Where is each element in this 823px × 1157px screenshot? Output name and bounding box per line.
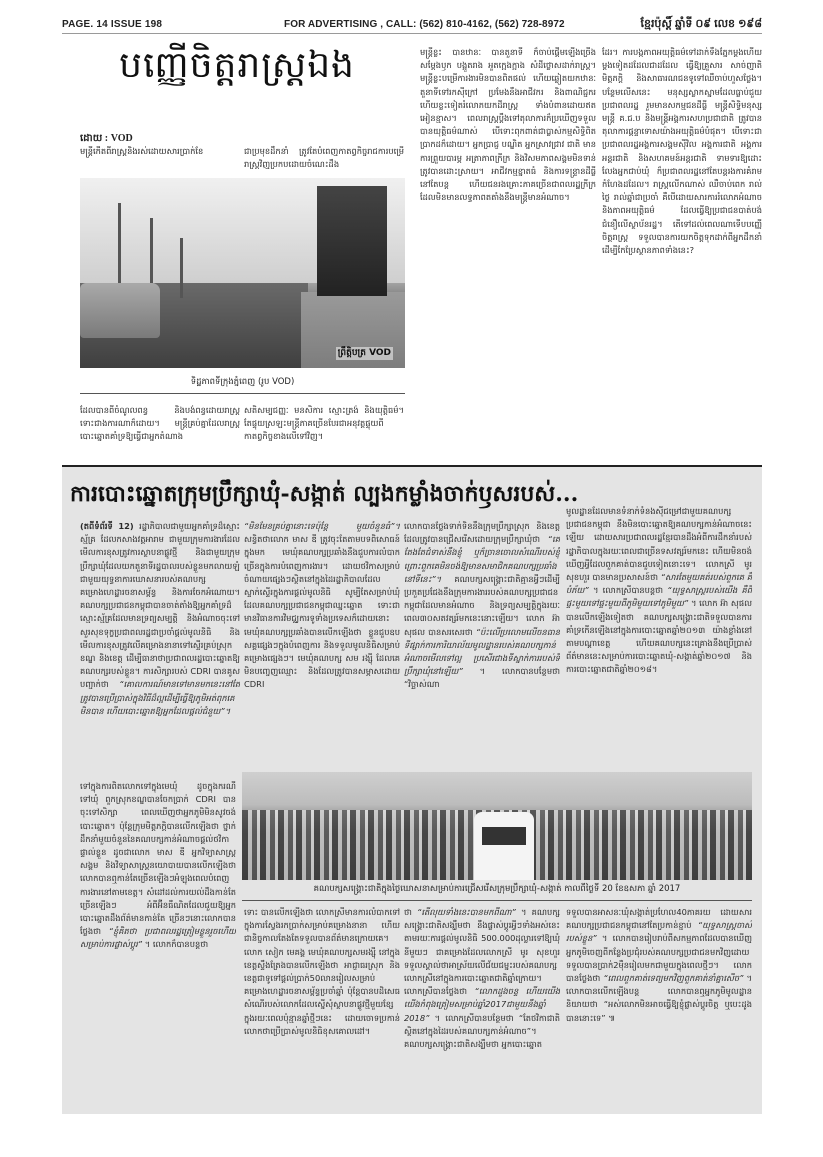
vod-watermark: ព្រឹត្តិបត្រ VOD <box>337 348 391 358</box>
quote: “ពេលពួកគាត់ទេព្យមកវិញពួកគាត់នាំគ្នាសើច” <box>603 973 744 984</box>
palm-tree <box>180 238 183 298</box>
campaign-vehicle <box>474 812 534 880</box>
editorial-col1-bottom: ដែលបានពីចំណូលពន្ធ និងបង់ពន្ធដោយរាស្ត្រទោះជាងការណាក៏ដោយ។ មន្ត្រីគ្រប់គ្នាដែលរាស្ត្របោះឆ្នោតគាំទ្រឱ្យធ្វើជាអ្នកតំណាង <box>80 405 240 442</box>
quote: “ប៉ះលើប្រលោមលើចនធាន ទីផ្សាក់ការការិយាល័យមូលដ្ឋានរបស់គណបក្សកាន់អំណាចមើលទៅល្អ ប្រសើរជាងទីស្នាក់ការរបស់ទីប្រឹក្សាឃុំនៅឡើយ” <box>404 626 560 677</box>
election-bottom-col2: ទោះ បានលើកឡើងថា លោកស្រីមានការលំបាកទៅក្នុងការស្វែងរកប្រាក់សម្រាប់គម្រោងនានា ហើយជានិច្ចកាលតែងតែទទួលបានព័ត៌មានក្រោយគេ។ លោក សៀក មេគង្គ មេឃុំគណបក្សសមរង្ស៊ី នៅក្នុងខេត្តស្ទឹងត្រែងបានលើកឡើងថា អាជ្ញាធរស្រុក និងខេត្តជាទូទៅផ្តល់ប្រាក់50លានរៀលសម្រាប់គម្រោងហេដ្ឋារចនាសម្ព័ន្ធប្រចាំឆ្នាំ ប៉ុន្តែបានបដិសេធសំណើរបស់លោកដែលស្នើសុំស្ថាបនាផ្លូវថ្មីមួយខ្សែក្នុងរយៈពេលប៉ុន្មានឆ្នាំថ្មីៗនេះ ដោយចោទប្រកាន់លោកថាប្រើប្រាស់មូលនិធិខុសគោលដៅ។ <box>244 907 400 1036</box>
election-col2: “មិនមែនគ្រប់គ្នានោះទេប៉ុន្តែ មួយចំនួនធំ”។ សន្ធិតថាលោក មាស ឌី ត្រូវចុះតែតាមបទពិសោធន៍ក្នុងមក មេឃុំគណបក្សប្រឆាំងនឹងជួបការលំបាកច្រើនក្នុងការបំពេញការងារ។ ដោយថវិកាសម្រាប់ចំណាយផ្សេងៗស្ថិតនៅក្នុងដៃរដ្ឋាភិបាលដែលស្ទាក់ស្ទើរក្នុងការផ្តល់មូលនិធិ សូម្បីតែសម្រាប់ឃុំដែលគណបក្សប្រជាជនកម្ពុជាឈ្នះឆ្នោត ទោះជាមានវិធានការវិមជ្ឈការទូទាំងប្រទេសក៏ដោយនោះ មេឃុំគណបក្សប្រឆាំងបានលើកឡើងថា ខ្លួនជួបឧបសគ្គផ្សេងៗក្នុងបំពេញការ និងទទួលមូលនិធិសម្រាប់គម្រោងផ្សេងៗ។ មេឃុំគណបក្ស សម រង្ស៊ី ដែលគេមិនបញ្ចេញឈ្មោះ និងដែលត្រូវបានសម្ភាសដោយ CDRI <box>244 521 400 690</box>
byline-author: VOD <box>110 133 133 144</box>
vehicle-windshield <box>482 827 526 845</box>
election-article-title: ការបោះឆ្នោតក្រុមប្រឹក្សាឃុំ-សង្កាត់ ល្បងកម្លាំងចាក់ឫសរបស់... <box>70 481 579 507</box>
editorial-col2-bottom: សតិសម្បជញ្ញៈ មនសិការ ស្មោះត្រង់ និងយុត្តិធម៌។ តែផ្ទុយស្រឡះមន្ត្រីភាគច្រើនបែរជាអនុវត្តផ្ទុយពីកាតព្វកិច្ចខាងលើទៅវិញ។ <box>244 405 404 442</box>
election-col1-lower: ទៅក្នុងការពិតលោកទៅក្នុងមេឃុំ ដូចក្នុងករណីទៅឃុំ ពួកស្រុកខណ្ឌបានចែកប្រាក់ CDRI បានចុះទៅសិក្សា ពេលឃើញថាអ្នកភូមិមិនសូវចង់បោះឆ្នោត។ ប៉ុន្តែក្រុមមិត្តភក្តិបានលើកឡើងថា ថ្នាក់ដឹកនាំមួយចំនួននៃគណបក្សកាន់អំណាចផ្តល់ថវិកាផ្ទាល់ខ្លួន ដូចជាលោក មាស ឌី អ្នកវិទ្យាសាស្ត្រសង្គម និងវិទ្យាសាស្ត្រនយោបាយបានលើកឡើងថា លោកបានឮកាន់តែច្រើនឡើងៗអំឡុងពេលបំពេញការងារនៅតាមខេត្ត។ សំដៅដល់ការយល់ដឹងកាន់តែច្រើនឡើងៗ អំពីអ៊ីនធឺណិតដែលជួយឱ្យអ្នកបោះឆ្នោតដឹងព័ត៌មានកាន់តែ ច្រើនៗនោះលោកបានថ្លែងថា “ខ្ញុំគិតថា ប្រជាពលរដ្ឋត្រៀមខ្លួនរួចហើយសម្រាប់ការផ្លាស់ប្តូរ” ។ លោកក៏បានបន្តថា <box>80 781 236 950</box>
election-bottom-col3: ថា “តើលុយទាំងនេះបានមកពីណា” ។ គណបក្សសង្គ្រោះជាតិសង្ឃឹមថា នឹងផ្លាស់ប្តូរអ្វីៗទាំងអស់នេះតាមរយៈការផ្តល់មូលនិធិ 500.000ដុល្លារទៅឱ្យឃុំនីមួយៗ ជាគម្រោងដែលលោកស្រី មូរ សុខហួរ ទទួលស្គាល់ថាអាស្រ័យលើជ័យជម្នះរបស់គណបក្សលោកស្រីនៅក្នុងការបោះឆ្នោតជាតិឆ្នាំក្រោយ។ លោកស្រីបានថ្លែងថា “លោកដួងចន្ទ ហើយយើងយើងកំពុងត្រៀមសម្រាប់ឆ្នាំ2017ជាមួយនឹងឆ្នាំ 2018” ។ លោកស្រីបានបន្ថែមថា “តែថវិកាជាតិស្ថិតនៅក្នុងដៃរបស់គណបក្សកាន់អំណាច”។ គណបក្សសង្គ្រោះជាតិសង្ឃឹមថា អ្នកបោះឆ្នោត <box>404 907 560 1050</box>
election-col4: មូលដ្ឋានដែលមានទំនាក់ទំនងស៊ីជម្រៅជាមួយគណបក្សប្រជាជនកម្ពុជា នឹងមិនបោះឆ្នោតឱ្យគណបក្សកាន់អំណាចនេះឡើយ ដោយសារប្រជាពលរដ្ឋខ្មែរបានដឹងអំពីការដឹកនាំរបស់រដ្ឋាភិបាលក្នុងរយៈពេលជាច្រើនទសវត្សរ៍មកនេះ ហើយមិនចង់ឃើញអ្វីដែលពួកគាត់បានជួបទៀតនោះទេ។ លោកស្រី មូរ សុខហួរ បានមានប្រសាសន៍ថា “សារតែមួយគត់របស់ពួកគេ គឺបំភ័យ” ។ លោកស្រីបានបន្តថា “យុទ្ធសាស្ត្ររបស់យើង គឺពីផ្ទះមួយទៅផ្ទះមួយពីភូមិមួយទៅភូមិមួយ” ។ លោក អ៊ា សុផល បានលើកឡើងទៀតថា គណបក្សសង្គ្រោះជាតិទទួលបានការគាំទ្រកើនឡើងនៅក្នុងការបោះឆ្នោតឆ្នាំ២០១៣ យ៉ាងខ្លាំងនៅតាមបណ្តាខេត្ត ហើយគណបក្សនេះគ្រោងនឹងប្រើប្រាស់ព័ត៌មាននេះសម្រាប់ការបោះឆ្នោតឃុំ-សង្កាត់ឆ្នាំ២០១៧ និងការបោះឆ្នោតជាតិឆ្នាំ២០១៨។ <box>566 506 752 675</box>
election-bottom-col4: ទទួលបានអាសនៈឃុំសង្កាត់ប្រហែល40ភាគរយ ដោយសារគណបក្សប្រជាជនកម្ពុជានៅតែប្រកាន់ខ្ជាប់ “យុទ្ធសាស្ត្រចាស់របស់ខ្លួន” ។ លោកបានរៀបរាប់ពីសកម្មភាពដែលបានឃើញអ្នកភូមិចេញពីកន្លែងប្រជុំរបស់គណបក្សប្រជាជនមកវិញដោយទទួលបានប្រាក់2ម៉ឺនរៀលមកជាមួយក្នុងពេលថ្មីៗ។ លោកបានថ្លែងថា “ពេលពួកគាត់ទេព្យមកវិញពួកគាត់នាំគ្នាសើច” ។ លោកបានលើកឡើងបន្ត លោកបានឮអ្នកភូមិមូលដ្ឋាននិយាយថា “អស់លោកមិនអាចធ្វើឱ្យខ្ញុំផ្លាស់ប្តូរចិត្ត ឬបេះដូងបាននោះទេ” ៕ <box>566 907 752 1023</box>
quote: “ខ្ញុំគិតថា ប្រជាពលរដ្ឋត្រៀមខ្លួនរួចហើយសម្រាប់ការផ្លាស់ប្តូរ” <box>80 926 236 950</box>
quote: “តើលុយទាំងនេះបានមកពីណា” <box>417 907 516 917</box>
quote: “មិនមែនគ្រប់គ្នានោះទេប៉ុន្តែ មួយចំនួនធំ”។ <box>244 521 400 531</box>
quote: “លោកដួងចន្ទ ហើយយើងយើងកំពុងត្រៀមសម្រាប់ឆ្នាំ2017ជាមួយនឹងឆ្នាំ 2018” <box>404 986 560 1023</box>
pickup-truck <box>80 283 160 338</box>
page-header <box>62 17 762 34</box>
byline <box>80 132 240 158</box>
editorial-lead-col1: មន្ត្រីកើតពីរាស្ត្រនិងរស់ដោយសារប្រាក់ខែ <box>80 146 204 156</box>
rally-photo-caption: គណបក្សសង្គ្រោះជាតិក្នុងថ្ងៃឃោសនាសម្រាប់ការជ្រើសរើសក្រុមប្រឹក្សាឃុំ-សង្កាត់ កាលពីថ្ងៃទី 20 ខែឧសភា ឆ្នាំ 2017 <box>242 884 752 901</box>
election-col1: (តពីទំព័រទី 12) រដ្ឋាភិបាលជាមួយអ្នកគាំទ្រដ៏ស្មោះស្ម័គ្រ ដែលកសាងវត្តអារាម ជាមួយក្រុមការងារដែល មើលការខុសត្រូវការស្ថាបនាផ្លូវថ្មី និងជាមួយក្រុមប្រឹក្សាឃុំដែលយកតួនាទីរដ្ឋបាលរបស់ខ្លួនមកលាយឡំជាមួយយុទ្ធនាការឃោសនារបស់គណបក្ស គម្រោងហេដ្ឋារចនាសម្ព័ន្ធ និងការចែកអំណោយ។ គណបក្សប្រជាជនកម្ពុជាបានចាត់តាំងឱ្យអ្នកគាំទ្រដ៏ស្មោះស្ម័គ្រដែលមានទ្រព្យសម្បត្តិ និងអំណាចចុះទៅសួរសុខទុក្ខប្រជាពលរដ្ឋជាប្រចាំផ្តល់មូលនិធិ និងមើលការខុសត្រូវលើគម្រោងនានាទៅស្ទើរគ្រប់ស្រុក ខណ្ឌ និងខេត្ត ដើម្បីធានាថាប្រជាពលរដ្ឋបោះឆ្នោតឱ្យគណបក្សរបស់ខ្លួន។ ការសិក្សារបស់ CDRI បានគូសបញ្ជាក់ថា “គោលការណ៍មានទៅមានមកនេះនៅតែត្រូវបានប្រើប្រាស់ក្នុងវិធីដ៏ល្អដើម្បីធ្វើឱ្យភូមិអត់ពុកគេមិនបាន ហើយបោះឆ្នោតឱ្យអ្នកដែលផ្តល់ជំនួយ”។ <box>80 521 240 716</box>
quote: “សារតែមួយគត់របស់ពួកគេ គឺបំភ័យ” <box>566 572 752 596</box>
election-col3: លោកបានថ្លែងទាក់ទិននឹងក្រុមប្រឹក្សាស្រុក និងខេត្តដែលត្រូវបានជ្រើសរើសដោយក្រុមប្រឹក្សាឃុំថា “គេតែងតែជំទាស់នឹងខ្ញុំ ឬក៏ច្រានចោលសំណើរបស់ខ្ញុំ ព្រោះពួកគេមិនចង់ឱ្យមានសមាជិកគណបក្សប្រឆាំងនៅទីនេះ”។ គណបក្សសង្គ្រោះជាតិគ្មានអ្វីៗដើម្បីប្រកួតប្រជែងនឹងក្រុមការងាររបស់គណបក្សប្រជាជនកម្ពុជាដែលមានអំណាច និងទ្រព្យសម្បត្តិក្នុងរយៈពេល៣០សតវត្សរ៍មកនេះនោះឡើយ។ លោក អ៊ា សុផល បានសរសេរថា “ប៉ះលើប្រលោមលើចនធាន ទីផ្សាក់ការការិយាល័យមូលដ្ឋានរបស់គណបក្សកាន់អំណាចមើលទៅល្អ ប្រសើរជាងទីស្នាក់ការរបស់ទីប្រឹក្សាឃុំនៅឡើយ” ។ លោកបានបន្ថែមថា “វិច្ឆាស់ណា <box>404 521 560 690</box>
palm-tree <box>150 218 153 293</box>
palm-tree <box>118 203 121 293</box>
quote: “គេតែងតែជំទាស់នឹងខ្ញុំ ឬក៏ច្រានចោលសំណើរបស់ខ្ញុំ ព្រោះពួកគេមិនចង់ឱ្យមានសមាជិកគណបក្សប្រឆាំងនៅទីនេះ”។ <box>404 534 560 584</box>
phnom-penh-street-photo <box>80 178 405 368</box>
byline-label: ដោយ : <box>80 133 109 144</box>
quote: “យុទ្ធសាស្ត្រចាស់របស់ខ្លួន” <box>566 920 752 944</box>
continuation-label: (តពីទំព័រទី 12) <box>80 521 134 531</box>
advertising-contact: FOR ADVERTISING , CALL: (562) 810-4162, (562) 728-8972 <box>284 19 565 30</box>
quote: “គោលការណ៍មានទៅមានមកនេះនៅតែត្រូវបានប្រើប្រាស់ក្នុងវិធីដ៏ល្អដើម្បីធ្វើឱ្យភូមិអត់ពុកគេមិនបាន ហើយបោះឆ្នោតឱ្យអ្នកដែលផ្តល់ជំនួយ”។ <box>80 679 240 716</box>
masthead-khmer: ខ្មែរប៉ុស្តិ៍ ឆ្នាំទី ០៩ លេខ ១៩៨ <box>640 18 762 30</box>
editorial-title: បញ្ញើចិត្តរាស្ត្រឯង <box>119 45 355 86</box>
photo-caption: ទិដ្ឋភាពទីក្រុងភ្នំពេញ (រូប VOD) <box>80 377 405 394</box>
campaign-rally-photo <box>242 772 752 880</box>
editorial-col4: ដែរ។ ការបង្កភាពអយុត្តិធម៌ទៅដាក់ទឹងភ្នែកម្តងហើយម្តងទៀតដដែលជាដដែល ធ្វើឱ្យគ្រួសារ សាច់ញាតិ មិត្តភក្តិ និងសាធារណជនទូទៅឈឺចាប់ហួសថ្លែង។ បន្ថែមលើសនេះ មនុស្សស្លាកស្នាមដែលធ្លាប់ជួយប្រជាពលរដ្ឋ រួមមានសកម្មជនដីធ្លី មន្ត្រីសិទ្ធិមនុស្ស មន្ត្រី គ.ជ.ប និងមន្ត្រីអង្គការសហប្រជាជាតិ ត្រូវបានតុលាការផ្តន្ទាទោសយ៉ាងអយុត្តិធម៌បំផុត។ បើទោះជាប្រជាពលរដ្ឋអង្គការសង្គមស៊ីវិល អង្គការជាតិ អង្គការអន្តរជាតិ និងសហគមន៍អន្តរជាតិ ទាមទារឱ្យដោះលែងអ្នកជាប់ឃុំ ក៏ប្រជាពលរដ្ឋនៅតែបន្តរងការគំរាមកំហែងដដែល។ រាស្ត្រលើកណាស់ ឈឺចាប់ពេក រាល់ថ្ងៃ រាល់ឆ្នាំជាប្រចាំ គឺបើដោយសារការរំលោភអំណាច និងភាពអយុត្តិធម៌ ដែលធ្វើឱ្យប្រជាជនបាត់បង់ជំនឿលើស្ថាប័នរដ្ឋ។ តើទៅដល់ពេលណាទើបបញ្ញើចិត្តរាស្ត្រ ទទួលបានការយកចិត្តទុកដាក់ពីអ្នកដឹកនាំ ដើម្បីកែប្រែស្ថានភាពទាំងនេះ? <box>602 47 762 256</box>
editorial-lead-col2: ជាប្រមុខដឹកនាំ ត្រូវតែបំពេញកាតព្វកិច្ចរាជការបម្រើរាស្ត្រវិញប្រកបដោយចំណេះដឹង <box>244 146 404 170</box>
editorial-col3: មន្ត្រីខ្លះ បានឋានៈ បានតួនាទី ក៏ចាប់ផ្តើមឡើងច្រើង សម្តែងឫក បង្អួតរាង អួតក្អេងក្អាង សំដីថ្លោសដាក់រាស្ត្រ។ មន្ត្រីខ្លះបម្រើការងារមិនបានពិតផល់ ហើយឆ្លៀតយកឋានៈ តួនាទីទៅរកស៊ីក្រៅ ប្រមែងនឹងអាជីវករ និងពាណិជ្ជករ ហើយខ្លះទៀតរំលោភយកដីរាស្ត្រ ទាំងបំពានដោយឥតអៀនខ្មាស។ ពេលរាស្ត្រប្តឹងទៅតុលាការក៏ប្រឃើញទទួលបានយុត្តិធម៌ណាស់ បើទោះពុកពាត់ជាប្លាស់កម្មសិទ្ធិពិតប្រាកដក៏ដោយ។ អ្នកប្រាជ្ញ បណ្ឌិត អ្នកស្រាវជ្រាវ ជាតិ មានការព្រួយបារម្ភ អត្រាភាពក្រីក្រ និងវិសមភាពសង្គមមិនទាន់ត្រូវបានដោះស្រាយ។ អាជីវកម្មខ្នាតធំ និងការទន្ទ្រានដីធ្លីនៅតែបន្ត ហើយជនរងគ្រោះភាគច្រើនជាពលរដ្ឋក្រីក្រ ដែលមិនមានលទ្ធភាពតតាំងនឹងមន្ត្រីមានអំណាច។ <box>420 47 596 203</box>
monument-structure <box>317 186 387 296</box>
page-issue-label: PAGE. 14 ISSUE 198 <box>62 19 163 30</box>
quote: “យុទ្ធសាស្ត្ររបស់យើង គឺពីផ្ទះមួយទៅផ្ទះមួយពីភូមិមួយទៅភូមិមួយ” <box>566 585 752 609</box>
